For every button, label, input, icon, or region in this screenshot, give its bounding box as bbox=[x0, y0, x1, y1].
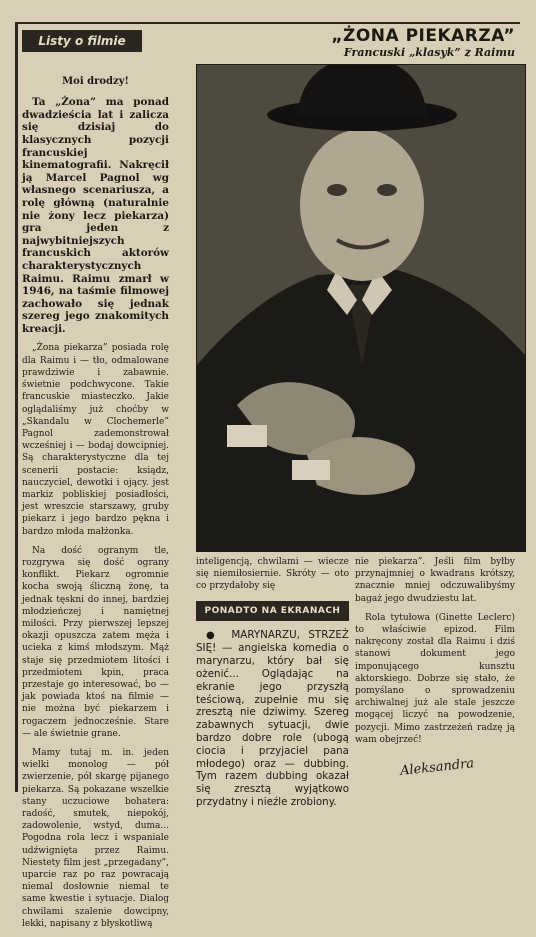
top-border-rule bbox=[15, 22, 520, 24]
paragraph: Na dość ogranym tle, rozgrywa się dość ograny konflikt. Piekarz ogromnie kocha swoją śliczną żonę, ta jednak tęskni do innej, bardziej młodzieńczej i namiętnej miłości. Przy pierwszej lepszej okazji opuszcza zatem męża i ucieka z kimś młodszym. Mąż staje się przedmiotem litości i przedmiotem kpin, praca przestaje go interesować, bo — jak powiada ktoś na filmie — nie można być piekarzem i rogaczem jednocześnie. Stare — ale świetnie grane. bbox=[22, 545, 169, 739]
left-column bbox=[22, 76, 169, 937]
section-tag: Listy o filmie bbox=[22, 30, 142, 52]
greeting: Moi drodzy! bbox=[62, 76, 129, 87]
article-subtitle: Francuski „klasyk” z Raimu bbox=[343, 46, 515, 59]
continuation-text: inteligencją, chwilami — wiecze się niemiłosiernie. Skróty — oto co przydałoby się bbox=[196, 557, 349, 592]
left-border-rule bbox=[15, 22, 18, 792]
man-in-bowler-hat-photo bbox=[196, 64, 526, 552]
section-band: PONADTO NA EKRANACH bbox=[196, 601, 349, 621]
portrait-illustration bbox=[197, 65, 525, 551]
news-item bbox=[196, 629, 349, 809]
paragraph: Mamy tutaj m. in. jeden wielki monolog — pół zwierzenie, pół skargę pijanego piekarza. Są pokazane wszelkie stany uczuciowe bohatera: radość, smutek, niepokój, zadowolenie, wstyd, duma... Pogodna rola lecz i wspaniale udźwignięta przez Raimu. Niestety film jest „przegadany”, uparcie raz po raz powracają niemal dosłownie niemal te same kwestie i sytuacje. Dialog chwilami szalenie dowcipny, lekki, napisany z błyskotliwą bbox=[22, 747, 169, 929]
news-text: MARYNARZU, STRZEŻ SIĘ! — angielska komedia o marynarzu, który bał się ożenić... Oglądając na ekranie jego przyszłą teściową, zupełnie mu się zresztą nie dziwimy. Szereg zabawnych sytuacji, dwie bardzo dobre role (ubogą ciocia i przyjaciel pana młodego) oraz — dubbing. Tym razem dubbing okazał się zresztą wyjątkowo przydatny i nieźle zrobiony. bbox=[196, 628, 349, 808]
right-column bbox=[355, 556, 515, 753]
lead-paragraph: Ta „Żona” ma ponad dwadzieścia lat i zalicza się dzisiaj do klasycznych pozycji francuskiej kinematografii. Nakręcił ją Marcel Pagnol wg własnego scenariusza, a rolę główną (naturalnie nie żony lecz piekarza) gra jeden z najwybitniejszych francuskich aktorów charakterystycznych Raimu. Raimu zmarł w 1946, na taśmie filmowej zachowało się jednak szereg jego znakomitych kreacji. bbox=[22, 96, 169, 335]
author-signature: Aleksandra bbox=[399, 756, 475, 779]
middle-column bbox=[196, 556, 349, 816]
paragraph: Rola tytułowa (Ginette Leclerc) to właściwie epizod. Film nakręcony został dla Raimu i dziś stanowi dokument jego imponującego kunsztu aktorskiego. Dobrze się stało, że pomyślano o sprowadzeniu archiwalnej już ale stale jeszcze mogącej liczyć na powodzenie, pozycji. Mimo zastrzeżeń radzę ją wam obejrzeć! bbox=[355, 612, 515, 745]
paragraph: „Żona piekarza” posiada rolę dla Raimu i — tło, odmalowane prawdziwie i zabawnie. świetnie podchwycone. Takie francuskie miasteczko. Jakie oglądaliśmy już choćby w „Skandalu w Clochemerle” Pagnol zademonstrował wcześniej i — bodaj dowcipniej. Są charakterystyczne dla tej scenerii postacie: ksiądz, nauczyciel, dewotki i ojący. jest markiz pobliskiej posiadłości, jest wreszcie starszawy, gruby piekarz i jego bardzo pękna i bardzo młoda małżonka. bbox=[22, 343, 169, 537]
paragraph: nie piekarza”. Jeśli film byłby przynajmniej o kwadrans krótszy, znacznie mniej odczuwalibyśmy bagaż jego dwudziestu lat. bbox=[355, 557, 515, 604]
bullet-icon: ● bbox=[206, 629, 220, 641]
article-title: „ŻONA PIEKARZA” bbox=[331, 26, 515, 46]
